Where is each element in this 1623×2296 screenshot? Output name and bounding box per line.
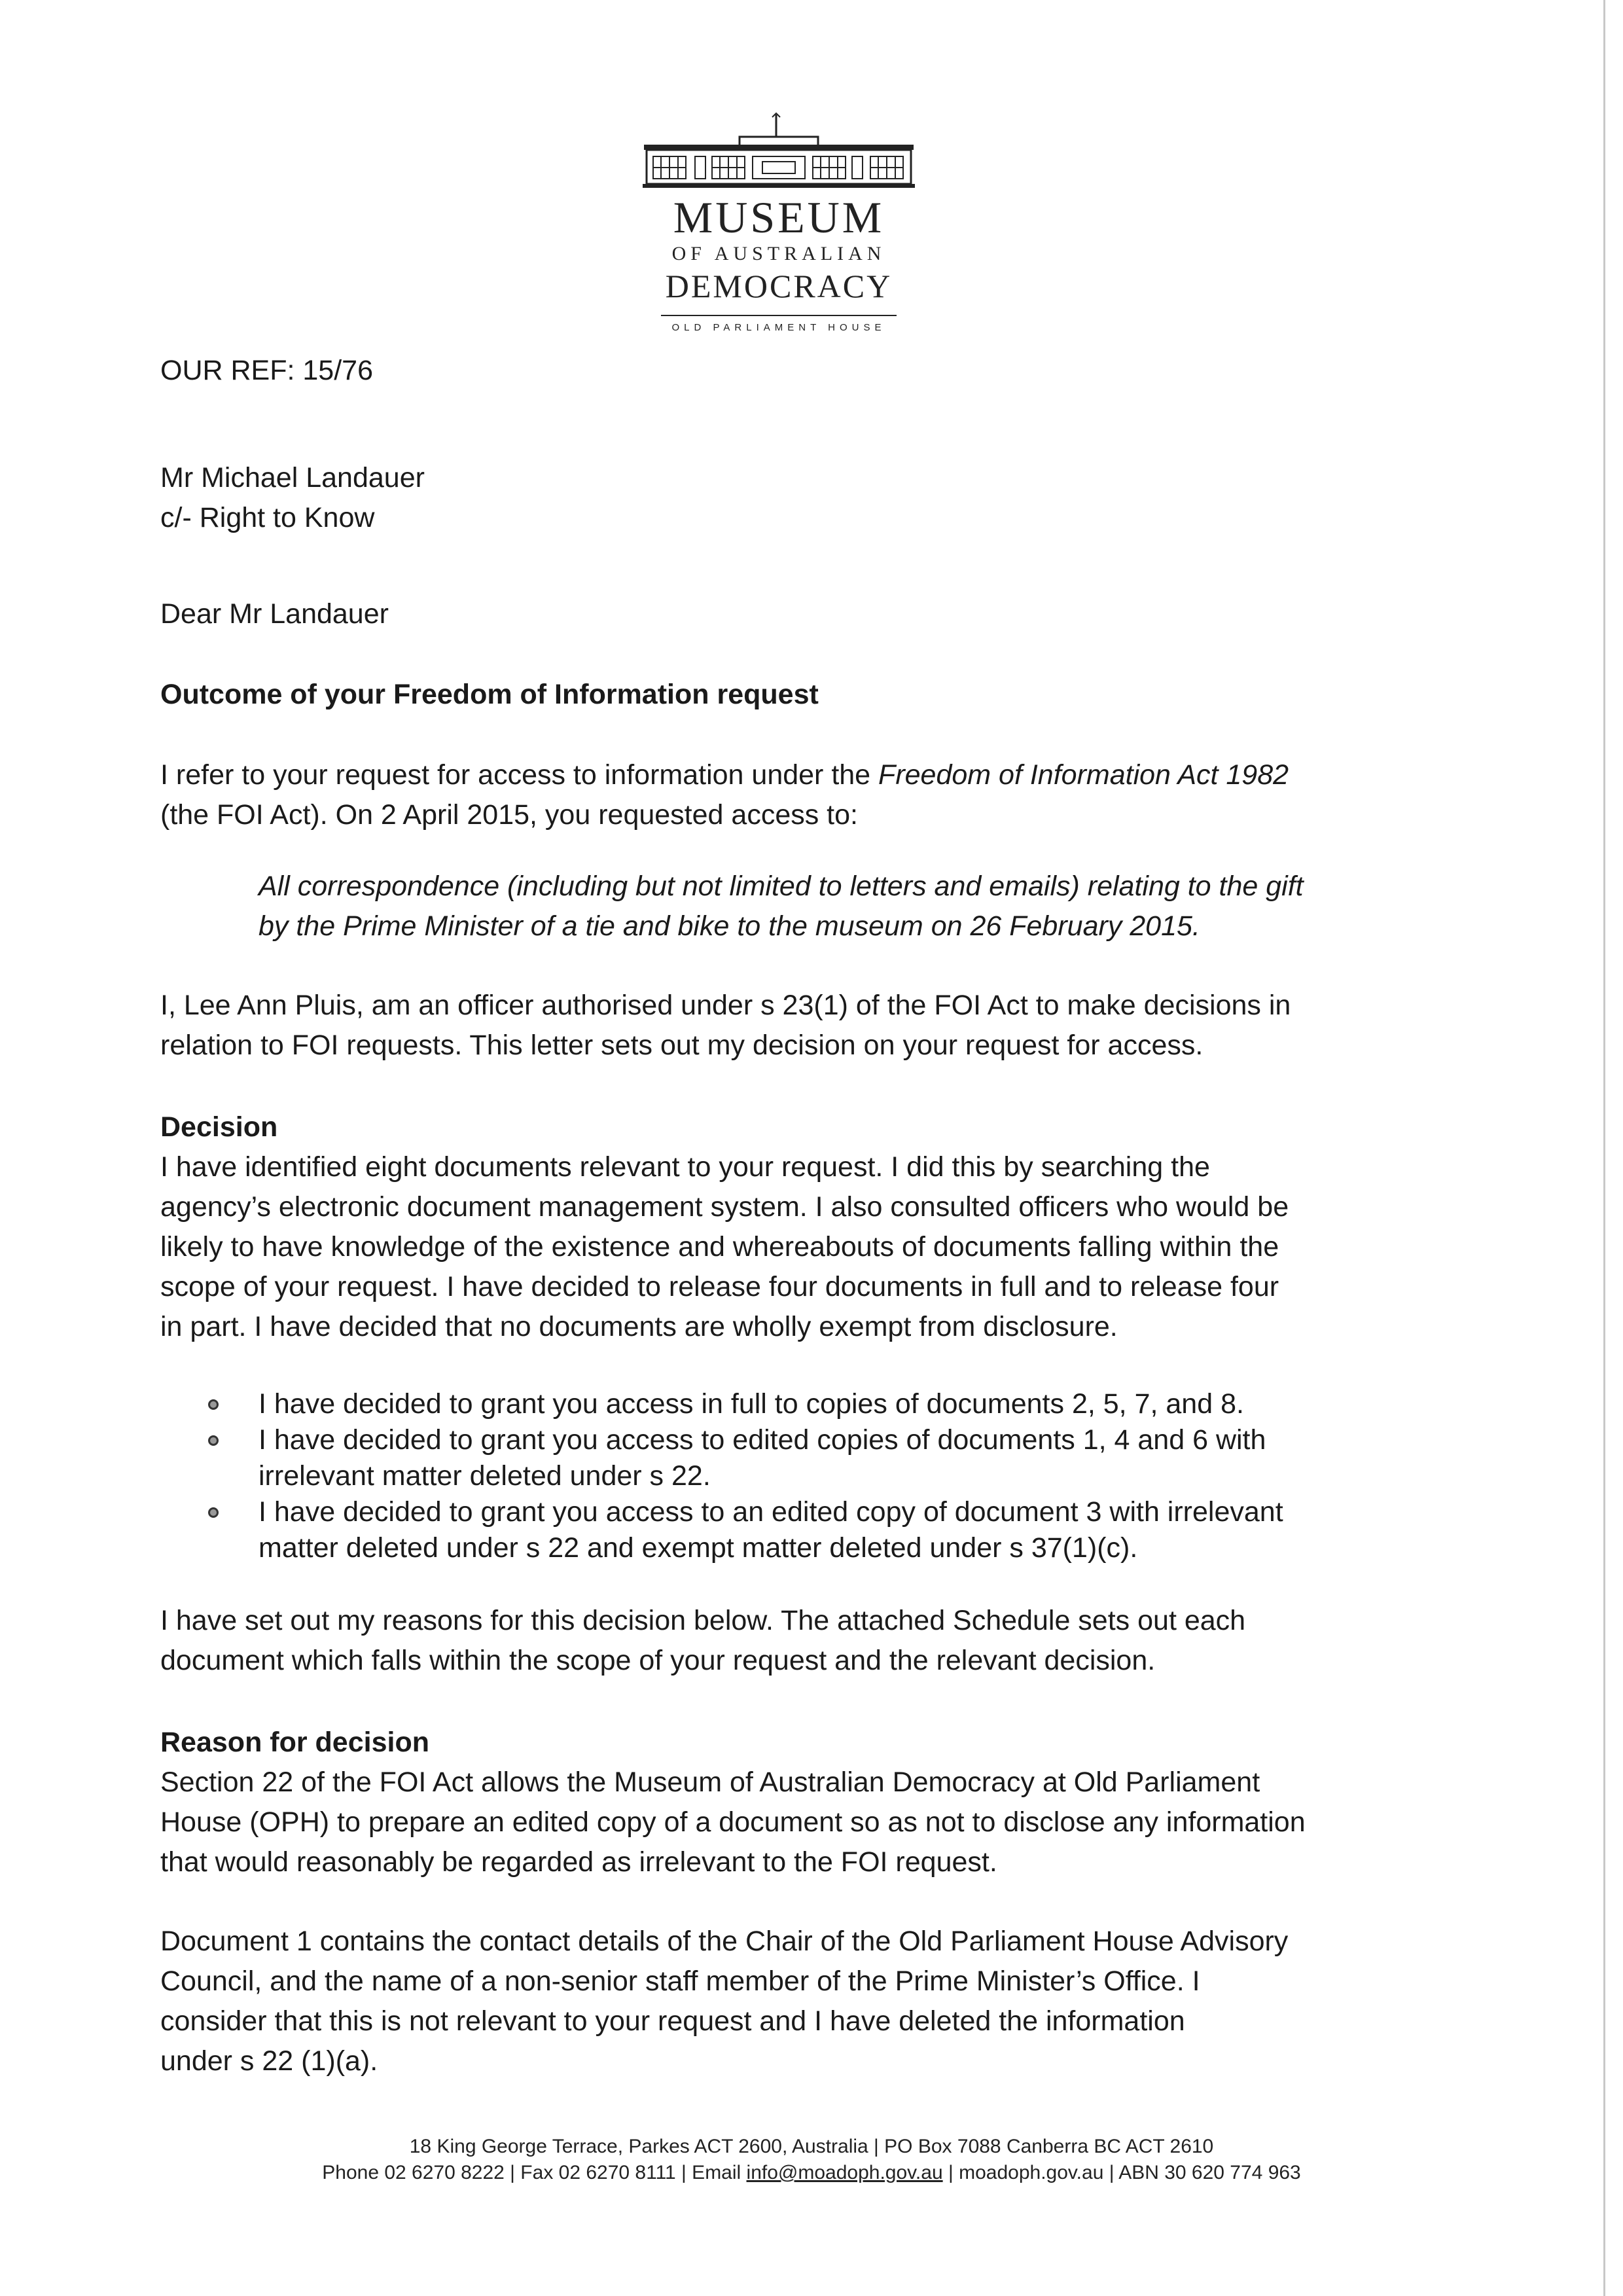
bullet-line: irrelevant matter deleted under s 22.: [259, 1460, 711, 1492]
logo-museum-text: MUSEUM: [673, 192, 885, 242]
salutation: Dear Mr Landauer: [160, 598, 389, 630]
bullet-icon: [208, 1435, 219, 1446]
footer-contact: [131, 2160, 1492, 2186]
bullet-icon: [208, 1507, 219, 1518]
our-reference: OUR REF: 15/76: [160, 355, 373, 386]
reason-section: [160, 1723, 1404, 1882]
reason-heading: Reason for decision: [160, 1727, 429, 1758]
bullet-item: [196, 1494, 1414, 1566]
letter-footer: [131, 2134, 1492, 2186]
scan-edge-line: [1603, 0, 1605, 2296]
footer-website-abn: | moadoph.gov.au | ABN 30 620 774 963: [942, 2162, 1301, 2183]
document-1-line: consider that this is not relevant to your request and I have deleted the information: [160, 2005, 1185, 2037]
authorisation-line-2: relation to FOI requests. This letter sets out my decision on your request for access.: [160, 1030, 1204, 1061]
document-1-line: Document 1 contains the contact details of the Chair of the Old Parliament House Advisory: [160, 1926, 1289, 1957]
decision-line: I have identified eight documents relevant to your request. I did this by searching the: [160, 1151, 1210, 1183]
quote-line-1: All correspondence (including but not limited to letters and emails) relating to the gift: [259, 870, 1304, 902]
recipient-name: Mr Michael Landauer: [160, 462, 425, 493]
reasons-intro-line: I have set out my reasons for this decision below. The attached Schedule sets out each: [160, 1605, 1246, 1636]
logo-of-australian-text: OF AUSTRALIAN: [671, 243, 886, 264]
logo-old-parliament-house-text: OLD PARLIAMENT HOUSE: [671, 322, 886, 333]
footer-phone-fax: Phone 02 6270 8222 | Fax 02 6270 8111 | Email: [322, 2162, 747, 2183]
document-1-paragraph: [160, 1922, 1404, 2081]
authorisation-paragraph: [160, 986, 1404, 1066]
logo-divider: [661, 315, 897, 316]
authorisation-line-1: I, Lee Ann Pluis, am an officer authorised under s 23(1) of the FOI Act to make decisions in: [160, 990, 1291, 1021]
museum-logo: [641, 108, 916, 334]
bullet-line: matter deleted under s 22 and exempt matter deleted under s 37(1)(c).: [259, 1532, 1138, 1564]
bullet-icon: [208, 1399, 219, 1410]
reasons-intro-paragraph: [160, 1601, 1404, 1681]
bullet-line: I have decided to grant you access to edited copies of documents 1, 4 and 6 with: [259, 1424, 1266, 1456]
intro-line-1: [160, 755, 1404, 795]
decision-line: in part. I have decided that no documents are wholly exempt from disclosure.: [160, 1311, 1118, 1342]
intro-paragraph: [160, 755, 1404, 835]
decision-line: likely to have knowledge of the existence and whereabouts of documents falling within the: [160, 1231, 1279, 1263]
footer-email-link[interactable]: info@moadoph.gov.au: [746, 2162, 943, 2183]
intro-line-2: (the FOI Act). On 2 April 2015, you requested access to:: [160, 799, 858, 831]
bullet-line: I have decided to grant you access to an edited copy of document 3 with irrelevant: [259, 1496, 1283, 1528]
reason-line: House (OPH) to prepare an edited copy of a document so as not to disclose any information: [160, 1806, 1306, 1838]
parliament-house-icon: [641, 108, 916, 193]
bullet-item: [196, 1386, 1414, 1422]
document-1-line: Council, and the name of a non-senior staff member of the Prime Minister’s Office. I: [160, 1965, 1200, 1997]
request-quote: [259, 867, 1404, 946]
reason-line: Section 22 of the FOI Act allows the Museum of Australian Democracy at Old Parliament: [160, 1767, 1260, 1798]
reasons-intro-line: document which falls within the scope of your request and the relevant decision.: [160, 1645, 1156, 1676]
recipient-care-of: c/- Right to Know: [160, 502, 375, 533]
document-1-line: under s 22 (1)(a).: [160, 2045, 378, 2077]
act-title: Freedom of Information Act 1982: [878, 759, 1289, 791]
footer-address: 18 King George Terrace, Parkes ACT 2600, Australia | PO Box 7088 Canberra BC ACT 2610: [409, 2136, 1214, 2157]
recipient-address: [160, 458, 1404, 538]
logo-democracy-text: DEMOCRACY: [665, 268, 893, 304]
reason-line: that would reasonably be regarded as irrelevant to the FOI request.: [160, 1846, 997, 1878]
subject-heading: Outcome of your Freedom of Information request: [160, 679, 819, 710]
decision-heading: Decision: [160, 1111, 278, 1143]
decision-line: agency’s electronic document management system. I also consulted officers who would be: [160, 1191, 1289, 1223]
quote-line-2: by the Prime Minister of a tie and bike to the museum on 26 February 2015.: [259, 910, 1200, 942]
bullet-line: I have decided to grant you access in full to copies of documents 2, 5, 7, and 8.: [259, 1388, 1244, 1420]
intro-line-1-text: I refer to your request for access to information under the: [160, 759, 879, 791]
decision-section: [160, 1107, 1404, 1347]
decision-line: scope of your request. I have decided to release four documents in full and to release four: [160, 1271, 1279, 1302]
bullet-item: [196, 1422, 1414, 1494]
decision-bullet-list: [196, 1386, 1414, 1566]
